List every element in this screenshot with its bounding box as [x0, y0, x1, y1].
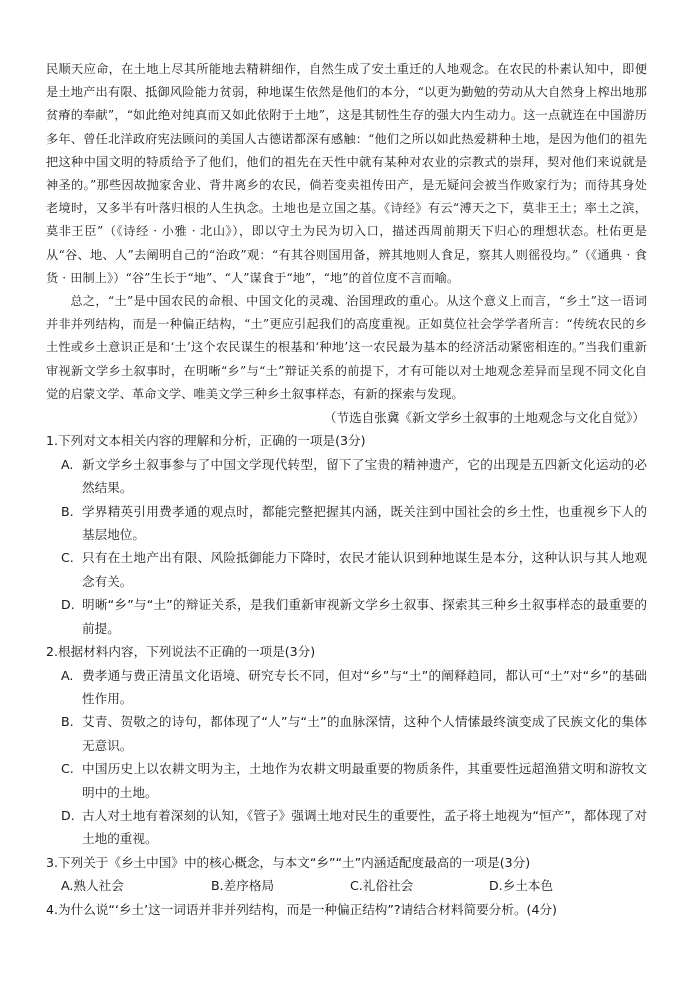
question-2 [46, 640, 647, 851]
passage-source: （节选自张冀《新文学乡土叙事的土地观念与文化自觉》） [323, 410, 645, 426]
option-letter: C. [61, 761, 74, 777]
option-c[interactable] [46, 757, 647, 804]
option-letter: C. [350, 878, 363, 894]
option-b[interactable] [211, 874, 350, 897]
question-stem: 4.为什么说“‘乡土’这一词语并非并列结构，而是一种偏正结构”?请结合材料简要分析。(4分) [46, 901, 557, 917]
option-text: 只有在土地产出有限、风险抵御能力下降时，农民才能认识到种地谋生是本分，这种认识与其人地观念有关。 [82, 550, 647, 589]
option-letter: B. [61, 714, 74, 730]
question-1 [46, 429, 647, 640]
question-stem: 2.根据材料内容，下列说法不正确的一项是(3分) [46, 644, 316, 660]
passage-paragraph-2: 总之，“土”是中国农民的命根、中国文化的灵魂、治国理政的重心。从这个意义上而言，“乡土”这一语词并非并列结构，而是一种偏正结构，“土”更应引起我们的高度重视。正如莫位社会学学者所言：“传统农民的乡土性或乡土意识正是和‘土’这个农民谋生的根基和‘种地’这一农民最为基本的经济活动紧密相连的。”当我们重新审视新文学乡土叙事时，在明晰“乡”与“土”辩证关系的前提下，才有可能以对土地观念差异而呈现不同文化自觉的启蒙文学、革命文学、唯美文学三种乡土叙事样态，有新的探索与发现。 [46, 294, 647, 401]
question-4 [46, 898, 647, 921]
option-d[interactable] [46, 804, 647, 851]
option-text: 明晰“乡”与“土”的辩证关系，是我们重新审视新文学乡土叙事、探索其三种乡土叙事样态的最重要的前提。 [82, 597, 647, 636]
option-text: 费孝通与费正清虽文化语境、研究专长不同，但对“乡”与“土”的阐释趋同，都认可“土”对“乡”的基础性作用。 [82, 667, 647, 706]
option-letter: C. [61, 550, 74, 566]
option-text: 差序格局 [223, 878, 275, 894]
option-text: 新文学乡土叙事参与了中国文学现代转型，留下了宝贵的精神遗产，它的出现是五四新文化运动的必然结果。 [82, 456, 647, 496]
option-letter: B. [211, 878, 224, 894]
option-d[interactable] [46, 593, 647, 640]
question-list [46, 429, 647, 921]
option-letter: A. [61, 878, 74, 894]
question-3 [46, 851, 647, 898]
passage-paragraph-1: 民顺天应命，在土地上尽其所能地去精耕细作，自然生成了安土重迁的人地观念。在农民的朴素认知中，即便是土地产出有限、抵御风险能力贫弱，种地谋生依然是他们的本分，“以更为勤勉的劳动从大自然身上榨出地那贫瘠的奉献”，“如此绝对纯真而又如此依附于土地”，这是其韧性生存的强大内生动力。这一点就连在中国游历多年、曾任北洋政府宪法顾问的美国人古德诺都深有感触：“他们之所以如此热爱耕种土地，是因为他们的祖先把这种中国文明的特质给予了他们，他们的祖先在天性中就有某种对农业的宗教式的崇拜，契对他们来说就是神圣的。”那些因故抛家舍业、背井离乡的农民，倘若变卖祖传田产，是无疑问会被当作败家行为；而待其身处老境时，又多半有叶落归根的人生执念。土地也是立国之基。《诗经》有云“溥天之下，莫非王土；率土之滨，莫非王臣”（《诗经 · 小雅 · 北山》），即以守土为民为切入口，描述西周前期天下归心的理想状态。杜佑更是从“谷、地、人”去阐明自己的“治政”观：“有其谷则国用备，辨其地则人食足，察其人则徭役均。”（《通典 · 食货 · 田制上》）“谷”生长于“地”、“人”谋食于“地”，“地”的首位度不言而喻。 [46, 62, 647, 285]
option-text: 乡土本色 [502, 878, 554, 894]
option-a[interactable] [46, 453, 647, 500]
option-letter: B. [61, 503, 74, 519]
option-letter: A. [61, 667, 74, 683]
option-text: 熟人社会 [73, 878, 124, 894]
passage [46, 58, 647, 429]
option-a[interactable] [46, 664, 647, 711]
option-b[interactable] [46, 710, 647, 757]
option-b[interactable] [46, 500, 647, 547]
option-letter: D. [489, 878, 503, 894]
option-letter: D. [61, 597, 75, 613]
option-text: 学界精英引用费孝通的观点时，都能完整把握其内涵，既关注到中国社会的乡土性，也重视乡下人的基层地位。 [82, 503, 647, 543]
option-letter: A. [61, 456, 74, 472]
option-a[interactable] [61, 874, 211, 897]
option-d[interactable] [489, 874, 553, 897]
option-letter: D. [61, 807, 75, 823]
option-c[interactable] [46, 546, 647, 593]
option-c[interactable] [350, 874, 489, 897]
option-row [46, 874, 647, 897]
option-text: 中国历史上以农耕文明为主，土地作为农耕文明最重要的物质条件，其重要性远超渔猎文明和游牧文明中的土地。 [82, 761, 647, 800]
option-text: 艾青、贺敬之的诗句，都体现了“人”与“土”的血脉深情，这种个人情愫最终演变成了民族文化的集体无意识。 [82, 714, 647, 753]
question-stem: 1.下列对文本相关内容的理解和分析，正确的一项是(3分) [46, 433, 366, 449]
question-stem: 3.下列关于《乡土中国》中的核心概念，与本文“乡”“土”内涵适配度最高的一项是(3分) [46, 854, 531, 870]
option-text: 古人对土地有着深刻的认知，《管子》强调土地对民生的重要性，孟子将土地视为“恒产”，都体现了对土地的重视。 [82, 807, 647, 847]
option-text: 礼俗社会 [362, 878, 414, 894]
